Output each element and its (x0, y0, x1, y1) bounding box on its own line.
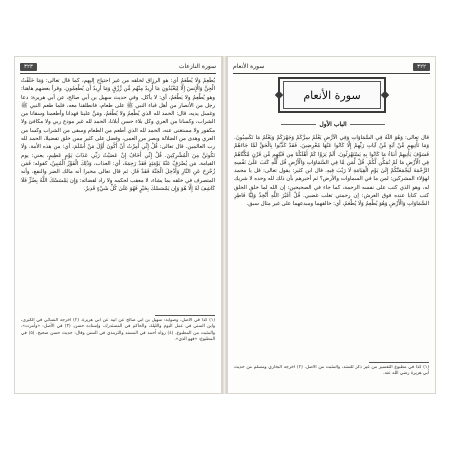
left-page-body: يُطْعِمُ وَلَا يُطْعَمُ أي: هو الرزاق لخلقه من غير احتياج إليهم، كما قال تعالى: وَمَا خَلَقْتُ الْجِنَّ وَالْإِنسَ إِلَّا لِيَعْبُدُونِ مَا أُرِيدُ مِنْهُم مِّن رِّزْقٍ وَمَا أُرِيدُ أَن يُطْعِمُونِ. وقرأ بعضهم هاهنا: وهو يُطْعِمُ ولا يَطْعَمُ، أي: لا يأكل. وفي حديث سهيل بن أبي صالح، عن أبي هريرة: دعا رجل من الأنصار من أهل قباء النبي ﷺ على طعام، فانطلقنا معه، فلما طعم النبي ﷺ وغسل يديه، قال: الحمد لله الذي يُطْعِمُ ولا يُطْعَمُ، ومَنَّ علينا فهدانا وأطعمنا وسقانا من الشراب، وكسانا من العري وكل بلاء حسن أبلانا، الحمد لله غير مودع ربي ولا مكافئ ولا مكفور ولا مستغنى عنه، الحمد لله الذي أطعم من الطعام وسقى من الشراب وكسا من العري وهدى من الضلالة وبصر من العمى، وفضل على كثير ممن خلق تفضيلا، الحمد لله رب العالمين. قال تعالى: قُلْ إِنِّي أُمِرْتُ أَنْ أَكُونَ أَوَّلَ مَنْ أَسْلَمَ، أي: من هذه الأمة. وَلَا تَكُونَنَّ مِنَ الْمُشْرِكِينَ. قُلْ إِنِّي أَخَافُ إِنْ عَصَيْتُ رَبِّي عَذَابَ يَوْمٍ عَظِيمٍ، يعني: يوم القيامة. مَن يُصْرَفْ عَنْهُ يَوْمَئِذٍ فَقَدْ رَحِمَهُ، أي: العذاب، وَذَٰلِكَ الْفَوْزُ الْمُبِينُ، كقوله: فَمَن زُحْزِحَ عَنِ النَّارِ وَأُدْخِلَ الْجَنَّةَ فَقَدْ فَازَ. ثم قال تعالى مخبرا أنه مالك الضر والنفع، وأنه المتصرف في خلقه بما يشاء، لا معقب لحكمه ولا راد لقضائه: وَإِن يَمْسَسْكَ اللَّهُ بِضُرٍّ فَلَا كَاشِفَ لَهُ إِلَّا هُوَ وَإِن يَمْسَسْكَ بِخَيْرٍ فَهُوَ عَلَىٰ كُلِّ شَيْءٍ قَدِيرٌ. (21, 78, 215, 192)
right-page-footnotes: (١) كذا في مطبوع التفسير من غير ذكر للسند، والمثبت من الأصل. (٢) أخرجه البخاري ومسلم من حديث أبي هريرة رضي الله عنه. (234, 365, 429, 377)
banner-ornament-left (275, 91, 283, 99)
right-page (227, 56, 436, 394)
page-header-left (20, 60, 216, 74)
right-page-body: قال تعالى: وَهُوَ اللَّهُ فِي السَّمَاوَاتِ وَفِي الْأَرْضِ يَعْلَمُ سِرَّكُمْ وَجَهْرَكُمْ وَيَعْلَمُ مَا تَكْسِبُونَ. وَمَا تَأْتِيهِم مِّنْ آيَةٍ مِّنْ آيَاتِ رَبِّهِمْ إِلَّا كَانُوا عَنْهَا مُعْرِضِينَ. فَقَدْ كَذَّبُوا بِالْحَقِّ لَمَّا جَاءَهُمْ فَسَوْفَ يَأْتِيهِمْ أَنبَاءُ مَا كَانُوا بِهِ يَسْتَهْزِئُونَ. أَلَمْ يَرَوْا كَمْ أَهْلَكْنَا مِن قَبْلِهِم مِّن قَرْنٍ مَّكَّنَّاهُمْ فِي الْأَرْضِ مَا لَمْ نُمَكِّن لَّكُمْ. قُلْ لِّمَن مَّا فِي السَّمَاوَاتِ وَالْأَرْضِ قُل لِّلَّهِ كَتَبَ عَلَىٰ نَفْسِهِ الرَّحْمَةَ لَيَجْمَعَنَّكُمْ إِلَىٰ يَوْمِ الْقِيَامَةِ لَا رَيْبَ فِيهِ. قال ابن كثير: يقول تعالى: قل يا محمد لهؤلاء المشركين: لمن ما في السماوات والأرض؟ ثم أخبرهم بأن ذلك لله وحده لا شريك له، وهو الذي كتب على نفسه الرحمة، كما جاء في الصحيحين: إن الله لما خلق الخلق كتب كتابا عنده فوق العرش: إن رحمتي تغلب غضبي. قُلْ أَغَيْرَ اللَّهِ أَتَّخِذُ وَلِيًّا فَاطِرِ السَّمَاوَاتِ وَالْأَرْضِ وَهُوَ يُطْعِمُ وَلَا يُطْعَمُ، أي: خالقهما ومبدعهما على غير مثال سبق. (234, 135, 429, 208)
footnote-separator-right (369, 362, 429, 363)
running-head-left: سورة النازعات (178, 63, 216, 70)
surah-title: سورة الأنعام (283, 81, 381, 109)
page-number-left: ٣٢٣ (20, 63, 37, 71)
surah-title-banner (278, 77, 386, 113)
section-heading: الباب الأول (278, 119, 388, 130)
left-page (14, 56, 222, 394)
footnote-separator-left (155, 315, 215, 316)
page-number-right: ٣٢٢ (413, 63, 430, 71)
running-head-right: سورة الأنعام (233, 63, 265, 70)
banner-ornament-right (381, 91, 389, 99)
left-page-footnotes: (١) كذا في الأصل، وصوابه: سهيل بن أبي صالح عن أبيه عن أبي هريرة. (٢) أخرجه النسائي في الكبرى، وابن السني في عمل اليوم والليلة، والحاكم في المستدرك، وإسناده حسن. (٣) في الأصل: «وأمرت»، والمثبت من المطبوع. (٤) رواه أحمد في المسند والترمذي في السنن وقال: حديث حسن صحيح. (٥) في المطبوع: «فهو الذي». (21, 318, 215, 343)
book-spread (14, 56, 436, 394)
page-header-right (233, 60, 430, 74)
